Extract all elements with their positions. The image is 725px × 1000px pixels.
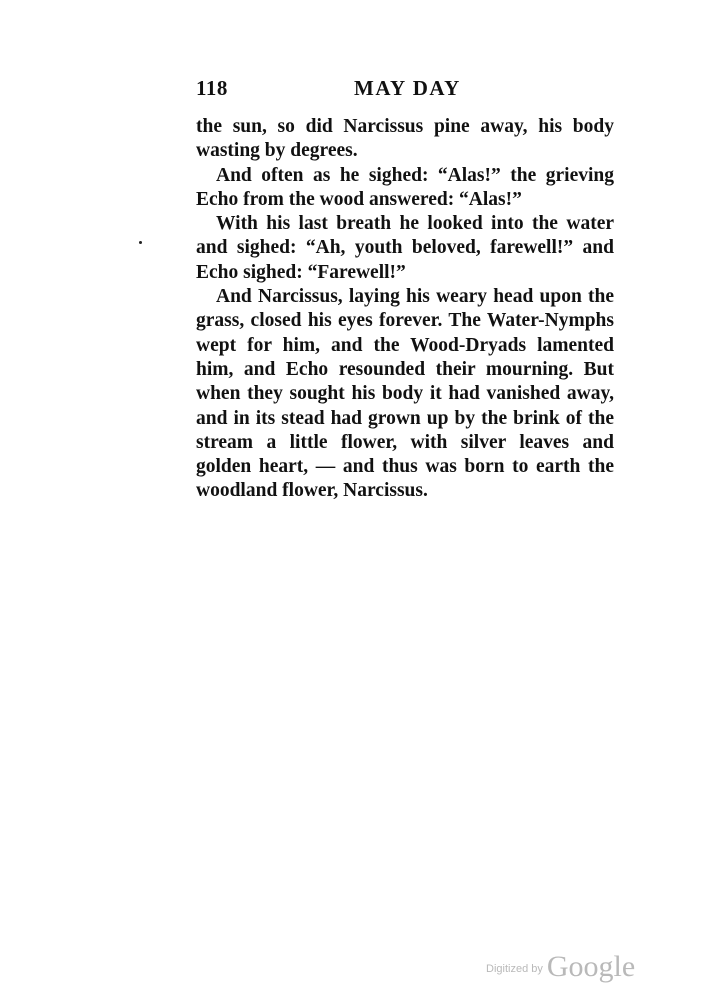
text-line: him, and Echo resounded their mourning. But <box>196 358 614 380</box>
digitized-by-label: Digitized by <box>486 963 543 975</box>
running-title: MAY DAY <box>354 76 461 100</box>
text-line: the sun, so did Narcissus pine away, his body <box>196 116 614 137</box>
text-line: stream a little flower, with silver leaves and <box>196 431 614 453</box>
text-line: With his last breath he looked into the water <box>216 213 614 235</box>
text-line: when they sought his body it had vanished away, <box>196 383 614 405</box>
text-line: Echo sighed: “Farewell!” <box>196 261 406 283</box>
text-line: Echo from the wood answered: “Alas!” <box>196 188 522 210</box>
margin-speck <box>139 241 142 244</box>
body-text <box>196 115 614 504</box>
text-line: golden heart, — and thus was born to earth the <box>196 456 614 478</box>
text-line: and in its stead had grown up by the brink of the <box>196 407 614 429</box>
google-logo: Google <box>546 950 636 983</box>
running-head <box>196 76 616 104</box>
digitized-by-google-watermark <box>486 948 635 982</box>
text-line: wept for him, and the Wood-Dryads lamented <box>196 334 614 356</box>
page-number: 118 <box>196 76 228 100</box>
text-line: wasting by degrees. <box>196 140 358 162</box>
text-line: and sighed: “Ah, youth beloved, farewell!” and <box>196 237 614 259</box>
text-line: And Narcissus, laying his weary head upon the <box>216 286 614 308</box>
text-line: And often as he sighed: “Alas!” the grieving <box>216 164 614 186</box>
text-line: grass, closed his eyes forever. The Water-Nymphs <box>196 310 614 332</box>
text-line: woodland flower, Narcissus. <box>196 480 428 502</box>
